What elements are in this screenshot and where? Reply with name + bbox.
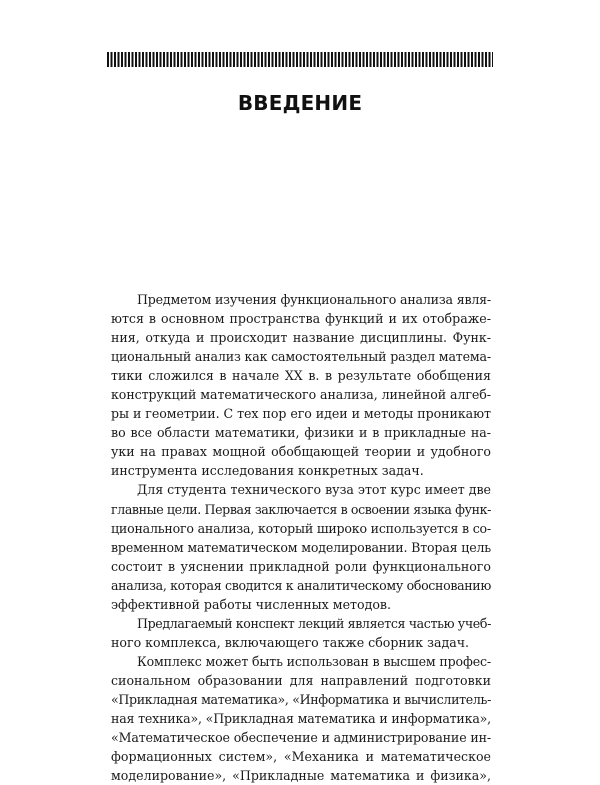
text-line: Комплекс может быть использован в высшем профес- [137,653,491,669]
text-line: ная техника», «Прикладная математика и информатика», [111,711,491,727]
text-line: «Математическое обеспечение и администрирование ин- [111,730,491,746]
decorative-header-rule [107,52,493,67]
text-line: циональный анализ как самостоятельный раздел матема- [111,349,491,365]
text-line: ются в основном пространства функций и их отображе- [111,311,491,327]
text-line: моделирование», «Прикладные математика и физика», [111,768,491,784]
text-line: формационных систем», «Механика и математическое [111,749,491,765]
text-line: временном математическом моделировании. Вторая цель [111,539,491,555]
text-line: уки на правах мощной обобщающей теории и удобного [111,444,491,460]
text-line: ционального анализа, который широко используется в со- [111,520,491,536]
text-line: конструкций математического анализа, линейной алгеб- [111,387,491,403]
text-line: Для студента технического вуза этот курс имеет две [137,482,491,498]
text-line: анализа, которая сводится к аналитическому обоснованию [111,577,491,593]
body-text [111,290,491,785]
text-line: во все области математики, физики и в прикладные на- [111,425,491,441]
text-line: ры и геометрии. С тех пор его идеи и методы проникают [111,406,491,422]
text-line: сиональном образовании для направлений подготовки [111,672,491,688]
paragraph-3 [111,614,491,652]
text-line: Предметом изучения функционального анализа явля- [137,292,491,307]
text-line: «Прикладная математика», «Информатика и вычислитель- [111,691,491,707]
paragraph-4 [111,652,491,785]
text-line: ния, откуда и происходит название дисциплины. Функ- [111,330,491,346]
text-line: ного комплекса, включающего также сборник задач. [111,634,470,650]
text-line: эффективной работы численных методов. [111,596,392,612]
paragraph-2 [111,480,491,613]
text-line: состоит в уяснении прикладной роли функционального [111,558,491,574]
text-line: главные цели. Первая заключается в освоении языка функ- [111,501,491,517]
paragraph-1 [111,290,491,480]
page-title: ВВЕДЕНИЕ [237,91,363,115]
text-line: тики сложился в начале XX в. в результате обобщения [111,368,491,384]
text-line: инструмента исследования конкретных задач. [111,463,424,479]
text-line: Предлагаемый конспект лекций является частью учеб- [137,615,491,631]
